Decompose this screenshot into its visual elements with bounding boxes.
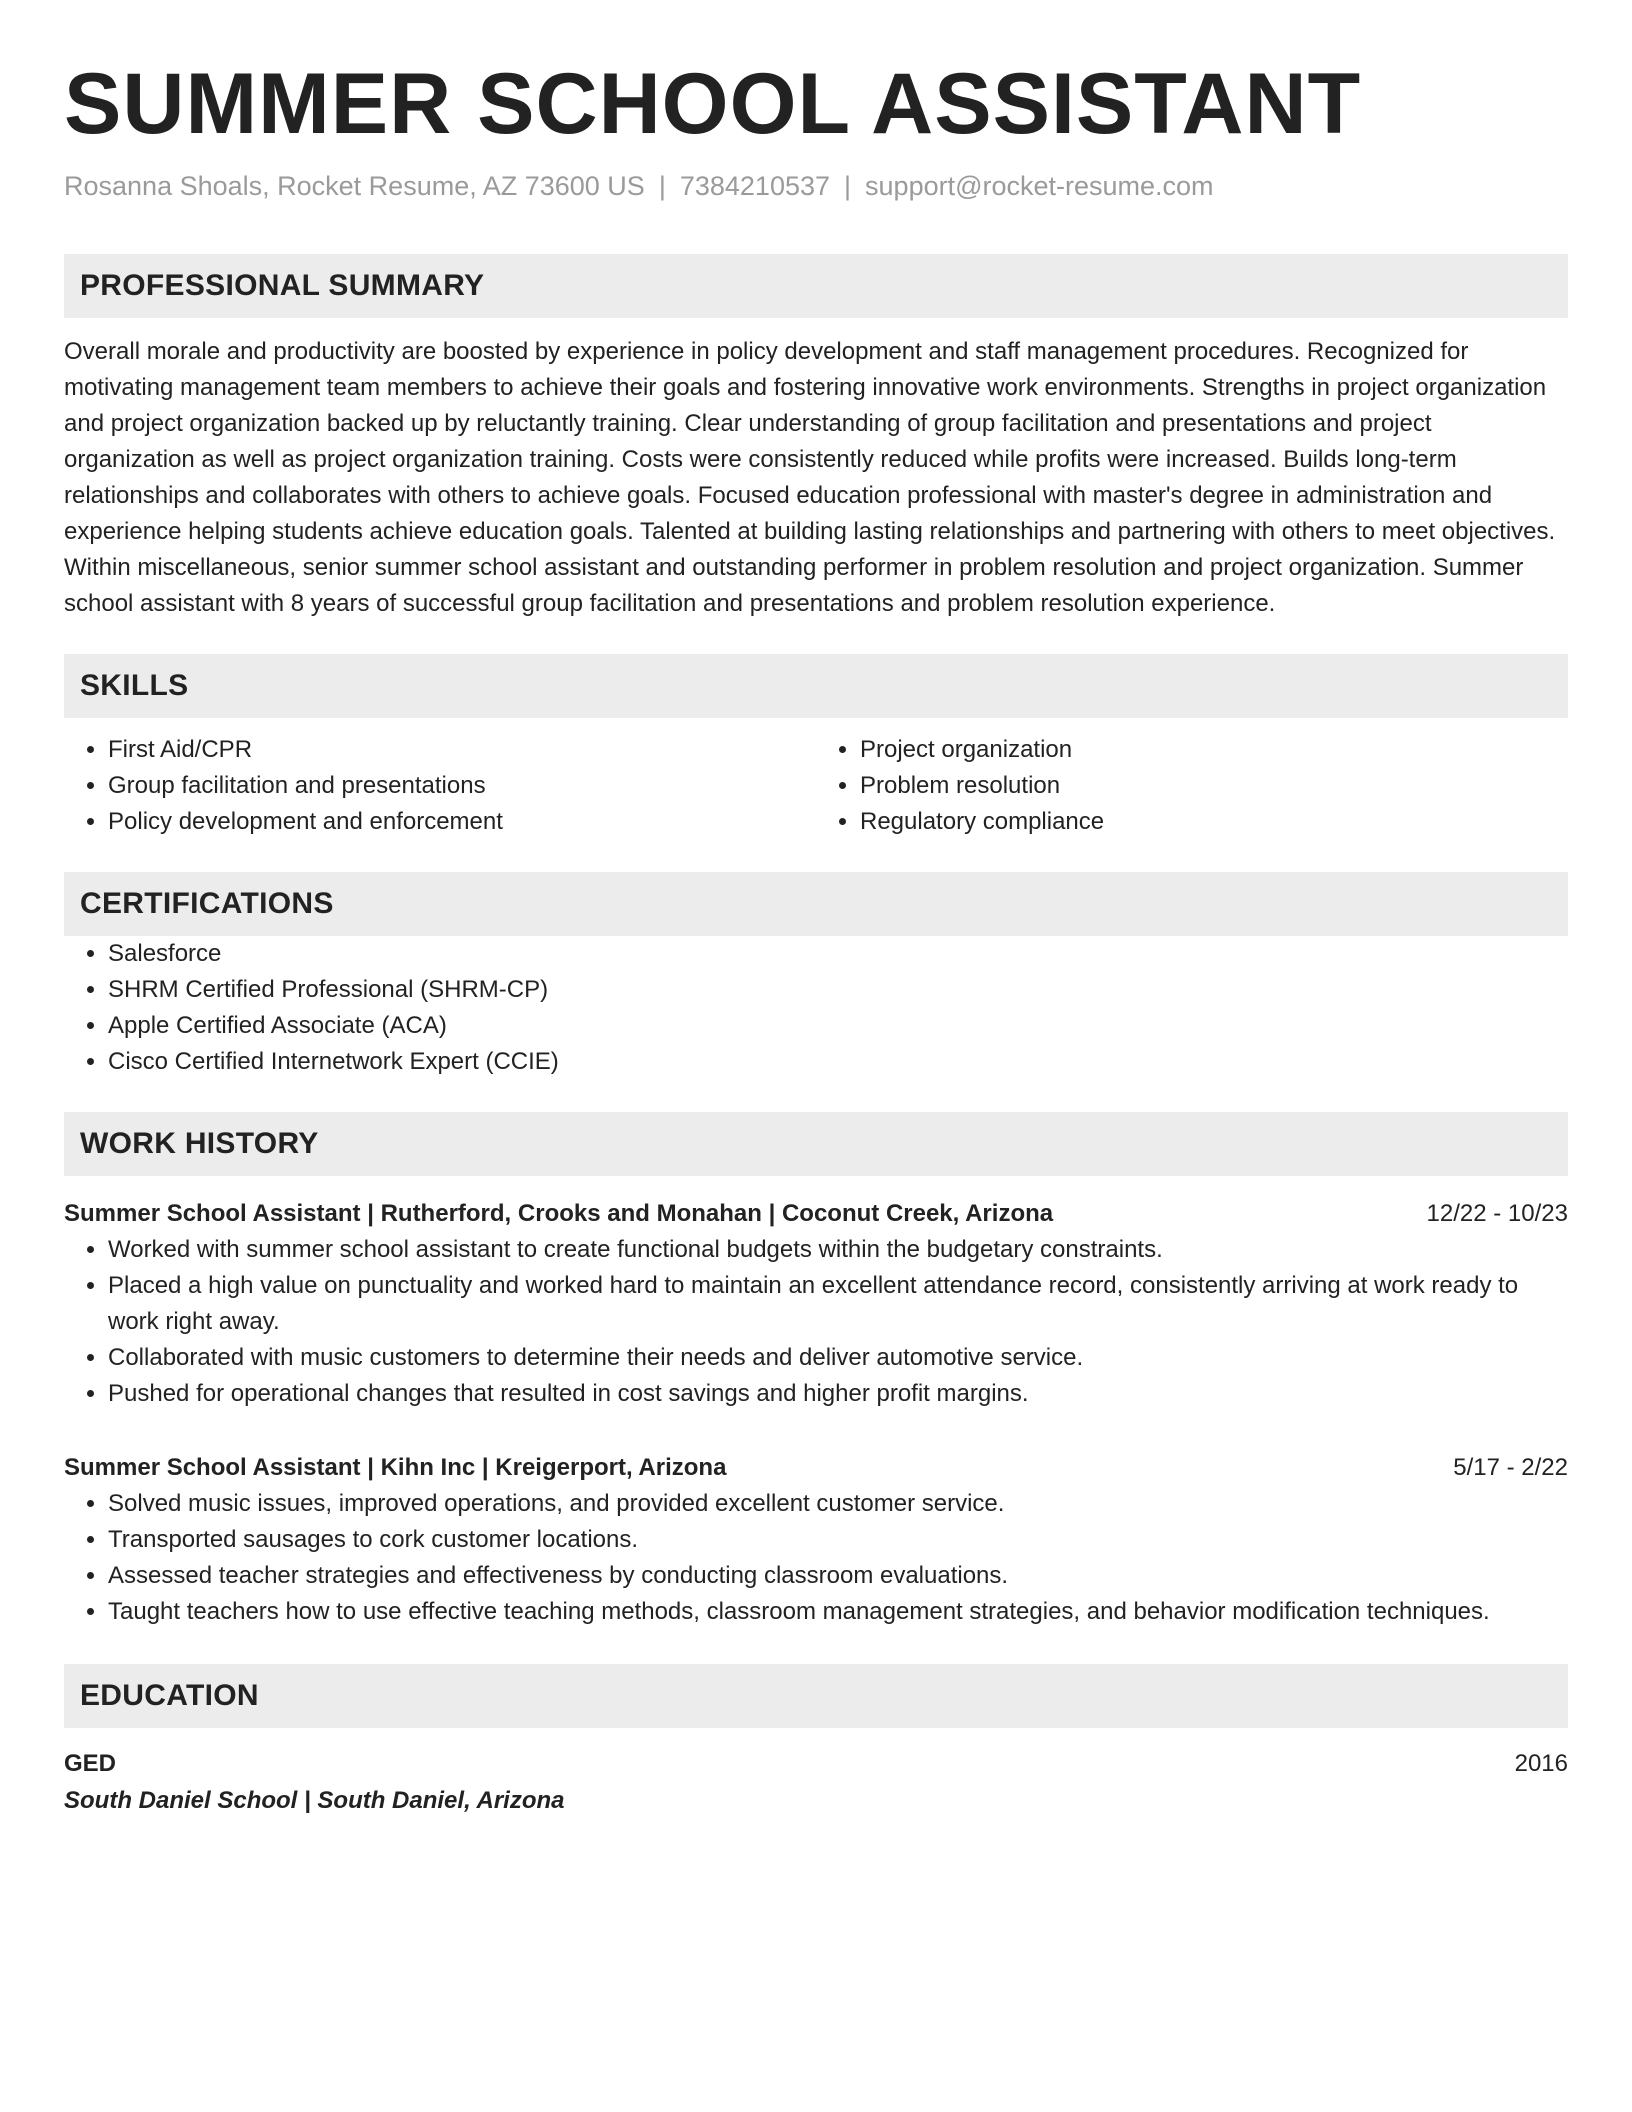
education-degree: GED (64, 1750, 117, 1777)
job-bullet: • Collaborated with music customers to determine their needs and deliver automotive service. (108, 1340, 1568, 1376)
education-school: South Daniel School | South Daniel, Arizona (64, 1787, 565, 1814)
skill-item: • Regulatory compliance (860, 804, 1568, 840)
job-dates: 5/17 - 2/22 (1453, 1454, 1568, 1481)
skill-item: • Policy development and enforcement (108, 804, 816, 840)
job-bullet: • Placed a high value on punctuality and worked hard to maintain an excellent attendance record, consistently arriving at work ready to work right away. (108, 1268, 1568, 1340)
skill-item: • Project organization (860, 732, 1568, 768)
job-bullet: • Solved music issues, improved operations, and provided excellent customer service. (108, 1486, 1568, 1522)
contact-separator: | (658, 171, 666, 201)
section-heading-work-history: WORK HISTORY (64, 1112, 1568, 1176)
certification-item: • Salesforce (108, 936, 1568, 972)
job-bullet: • Transported sausages to cork customer locations. (108, 1522, 1568, 1558)
skills-list-right (816, 732, 1568, 840)
skill-item: • Group facilitation and presentations (108, 768, 816, 804)
contact-separator: | (844, 171, 852, 201)
job-dates: 12/22 - 10/23 (1426, 1200, 1568, 1227)
contact-line (64, 166, 1568, 206)
certifications-list (64, 936, 1568, 1080)
job-bullet: • Pushed for operational changes that resulted in cost savings and higher profit margins. (108, 1376, 1568, 1412)
job-bullets (64, 1486, 1568, 1630)
job-title: Summer School Assistant | Kihn Inc | Kreigerport, Arizona (64, 1454, 727, 1481)
education-header (64, 1746, 1568, 1782)
certification-item: • Cisco Certified Internetwork Expert (CCIE) (108, 1044, 1568, 1080)
job-bullets (64, 1232, 1568, 1412)
section-heading-summary: PROFESSIONAL SUMMARY (64, 254, 1568, 318)
job-entry (64, 1450, 1568, 1630)
skill-item: • First Aid/CPR (108, 732, 816, 768)
job-header (64, 1196, 1568, 1232)
skills-columns (64, 732, 1568, 840)
section-heading-certifications: CERTIFICATIONS (64, 872, 1568, 936)
job-bullet: • Taught teachers how to use effective teaching methods, classroom management strategies, and behavior modification techniques. (108, 1594, 1568, 1630)
section-heading-education: EDUCATION (64, 1664, 1568, 1728)
job-title: Summer School Assistant | Rutherford, Crooks and Monahan | Coconut Creek, Arizona (64, 1200, 1054, 1227)
contact-phone: 7384210537 (679, 171, 831, 201)
summary-text: Overall morale and productivity are boosted by experience in policy development and staff management procedures. Recognized for motivating management team members to achieve their goals and fostering innovative work environments. Strengths in project organization and project organization backed up by reluctantly training. Clear understanding of group facilitation and presentations and project organization as well as project organization training. Costs were consistently reduced while profits were increased. Builds long-term relationships and collaborates with others to achieve goals. Focused education professional with master's degree in administration and experience helping students achieve education goals. Talented at building lasting relationships and partnering with others to meet objectives. Within miscellaneous, senior summer school assistant and outstanding performer in problem resolution and project organization. Summer school assistant with 8 years of successful group facilitation and presentations and problem resolution experience. (64, 338, 1556, 617)
job-bullet: • Assessed teacher strategies and effectiveness by conducting classroom evaluations. (108, 1558, 1568, 1594)
job-entry (64, 1196, 1568, 1412)
contact-address: Rosanna Shoals, Rocket Resume, AZ 73600 US (64, 171, 645, 201)
job-bullet: • Worked with summer school assistant to create functional budgets within the budgetary constraints. (108, 1232, 1568, 1268)
contact-email: support@rocket-resume.com (865, 171, 1214, 201)
certification-item: • Apple Certified Associate (ACA) (108, 1008, 1568, 1044)
resume-title: SUMMER SCHOOL ASSISTANT (64, 56, 1362, 152)
skill-item: • Problem resolution (860, 768, 1568, 804)
job-header (64, 1450, 1568, 1486)
certification-item: • SHRM Certified Professional (SHRM-CP) (108, 972, 1568, 1008)
section-heading-skills: SKILLS (64, 654, 1568, 718)
skills-list-left (64, 732, 816, 840)
education-year: 2016 (1514, 1750, 1568, 1777)
